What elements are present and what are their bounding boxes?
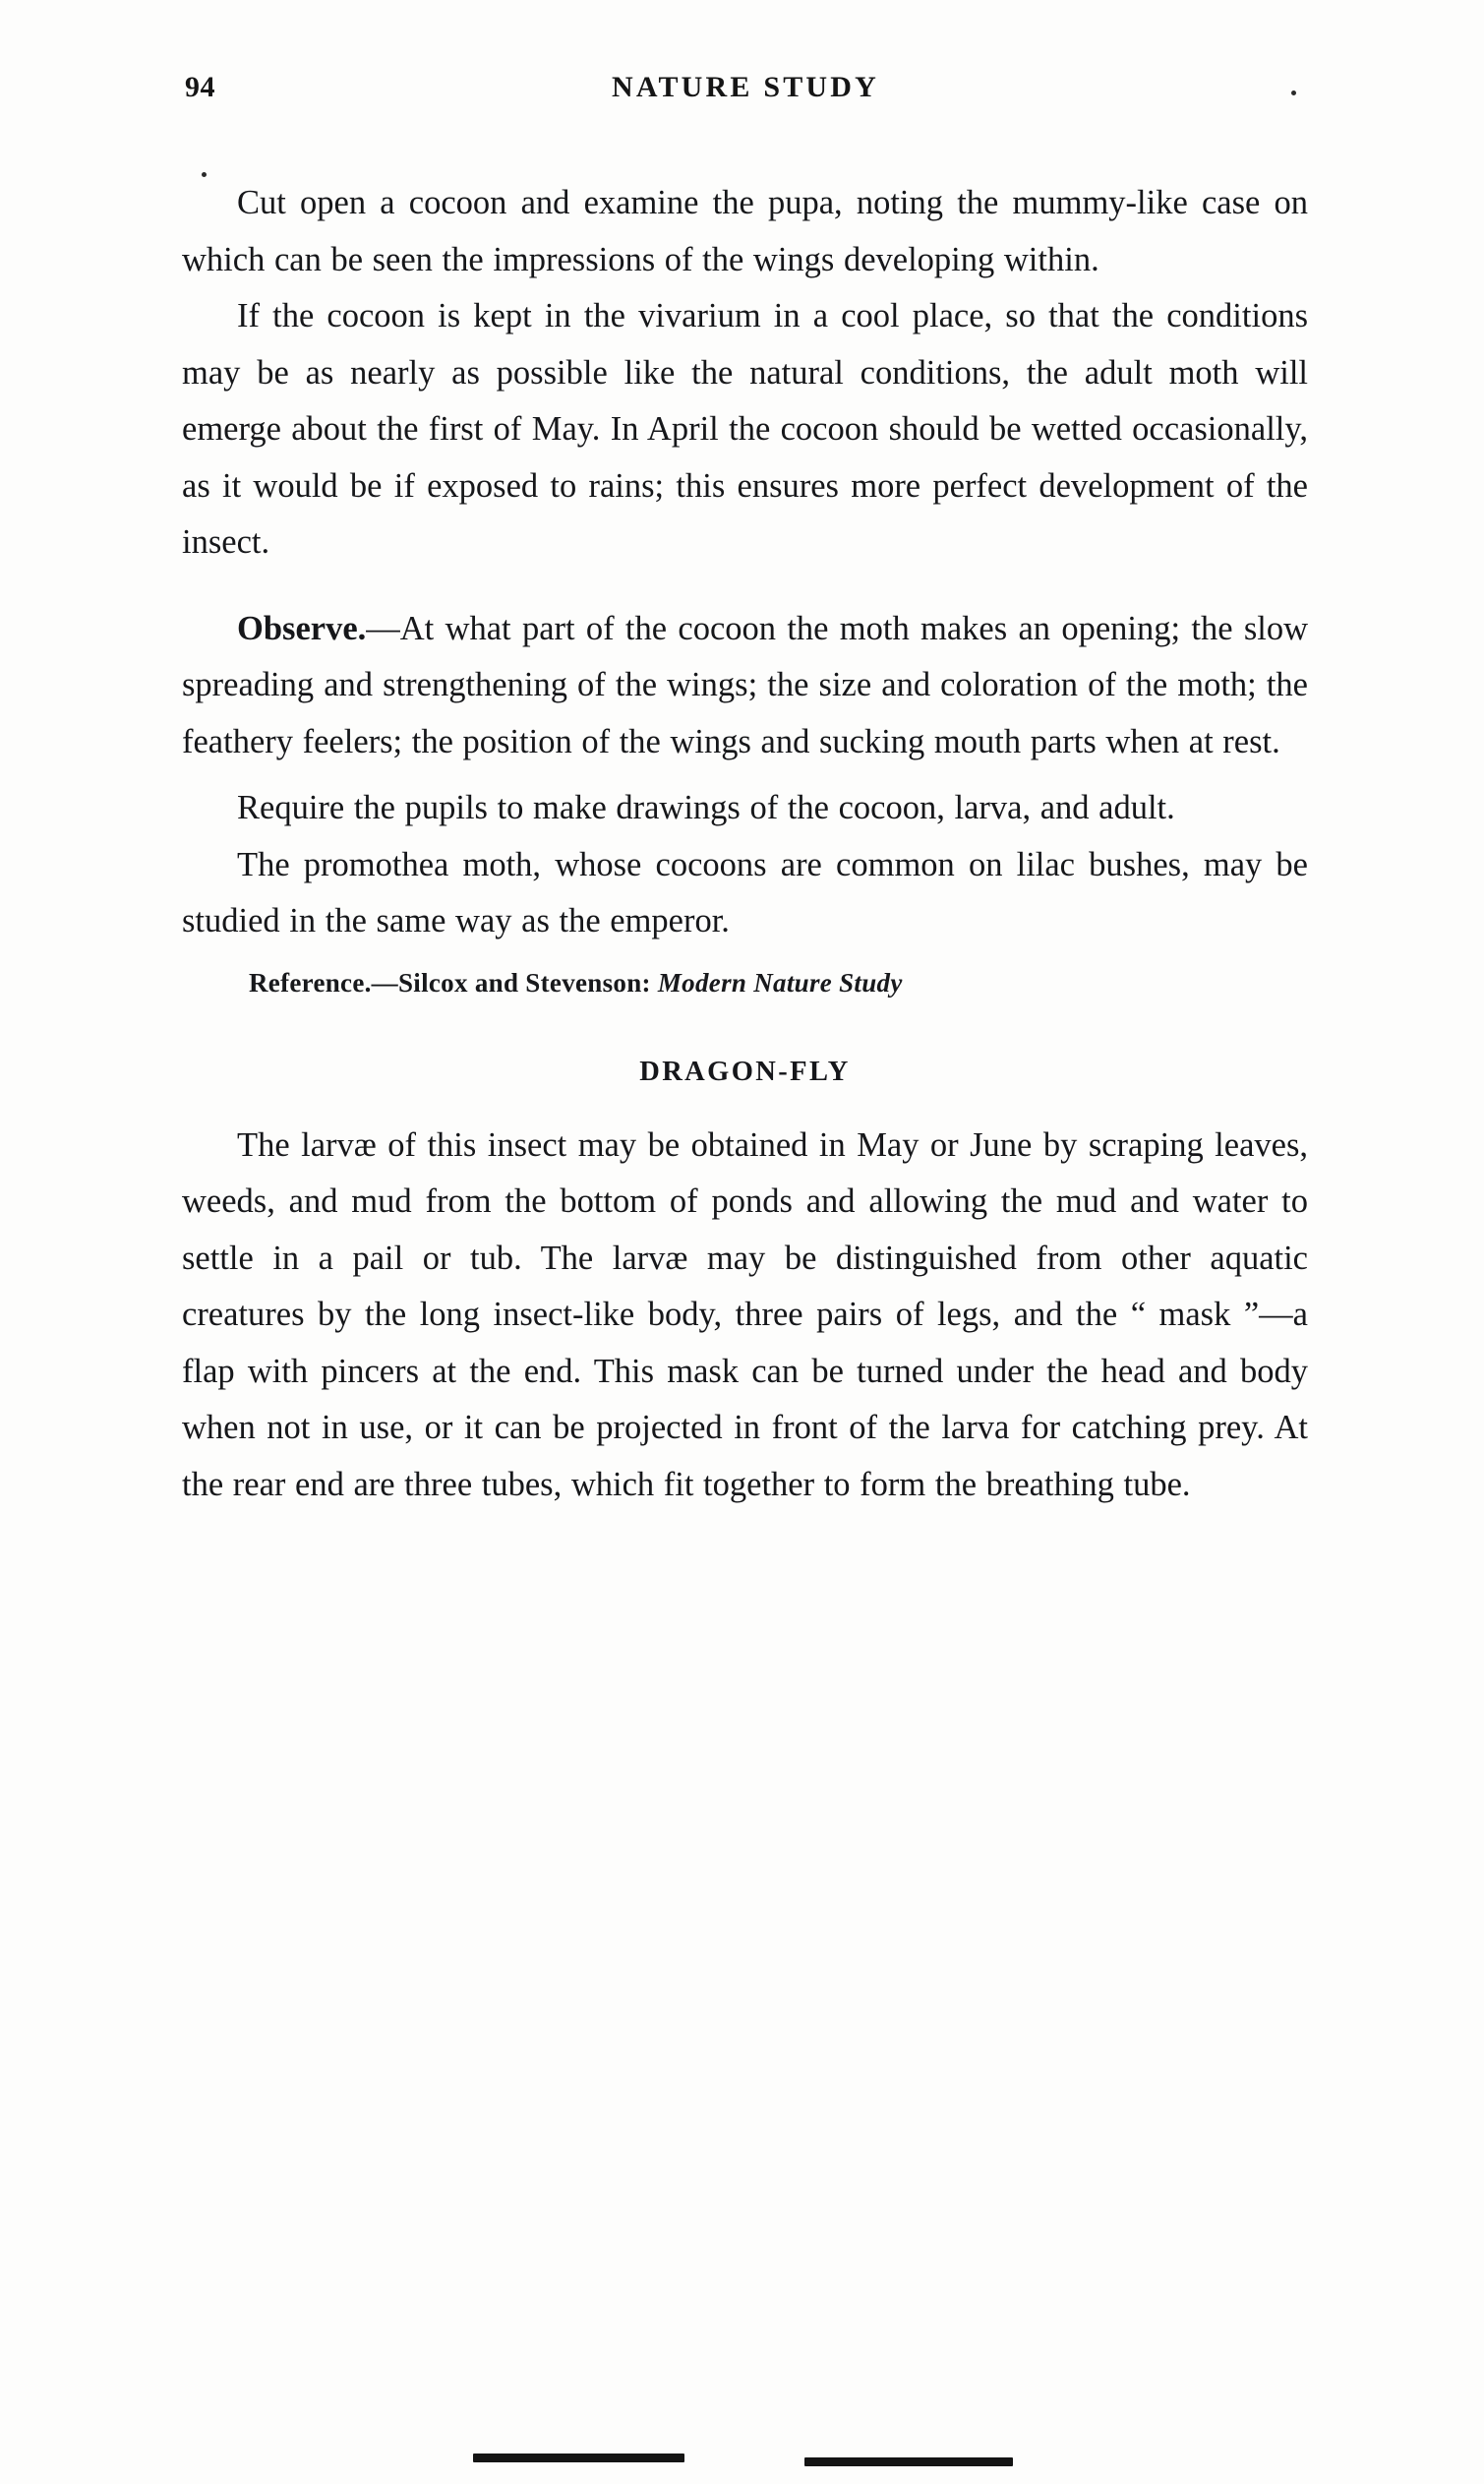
paragraph-spacer-3 bbox=[182, 950, 1308, 960]
ink-bar-left bbox=[473, 2454, 684, 2462]
ink-bar-right bbox=[804, 2457, 1013, 2466]
reference-label: Reference.—Silcox and Stevenson: bbox=[249, 967, 651, 998]
reference-line bbox=[182, 960, 1308, 1005]
paragraph-vivarium: If the cocoon is kept in the vivarium in a cool place, so that the conditions may be as nearly as possible like the natural conditions, the adult moth will emerge about the first of May. In April the cocoon should be wetted occasionally, as it would be if exposed to rains; this ensures more perfect development of the insect. bbox=[182, 297, 1308, 561]
paragraph-dragonfly-larvae: The larvæ of this insect may be obtained in May or June by scraping leaves, weeds, and mud from the bottom of ponds and allowing the mud and water to settle in a pail or tub. The larvæ may be distinguished from other aquatic creatures by the long insect-like body, three pairs of legs, and the “ mask ”—a flap with pincers at the end. This mask can be turned under the head and body when not in use, or it can be projected in front of the larva for catching prey. At the rear end are three tubes, which fit together to form the breathing tube. bbox=[182, 1125, 1308, 1503]
ink-speck-top-right bbox=[1291, 91, 1296, 95]
observe-text: At what part of the cocoon the moth makes an opening; the slow spreading and strengthening of the wings; the size and coloration of the moth; the feathery feelers; the position of the wings and sucking mouth parts when at rest. bbox=[182, 609, 1308, 760]
running-head bbox=[185, 71, 1306, 114]
section-spacer-top bbox=[182, 1005, 1308, 1057]
paragraph-spacer-1 bbox=[182, 572, 1308, 601]
section-spacer-bottom bbox=[182, 1088, 1308, 1118]
running-title: NATURE STUDY bbox=[611, 71, 880, 103]
paragraph-spacer-2 bbox=[182, 770, 1308, 780]
page-number: 94 bbox=[185, 71, 215, 103]
paragraph-cut-open-cocoon: Cut open a cocoon and examine the pupa, noting the mummy-like case on which can be seen the impressions of the wings developing within. bbox=[182, 184, 1308, 278]
observe-dash: — bbox=[366, 609, 400, 647]
reference-work-title: Modern Nature Study bbox=[657, 967, 903, 998]
bottom-ink-marks bbox=[0, 2452, 1484, 2471]
observe-lead-label: Observe. bbox=[237, 609, 367, 647]
paragraph-observe bbox=[182, 601, 1308, 771]
paragraph-promothea-moth: The promothea moth, whose cocoons are common on lilac bushes, may be studied in the same way as the emperor. bbox=[182, 845, 1308, 939]
text-column bbox=[182, 175, 1308, 1513]
paragraph-require-drawings: Require the pupils to make drawings of the cocoon, larva, and adult. bbox=[237, 789, 1175, 826]
section-heading-dragonfly: DRAGON-FLY bbox=[639, 1056, 851, 1087]
